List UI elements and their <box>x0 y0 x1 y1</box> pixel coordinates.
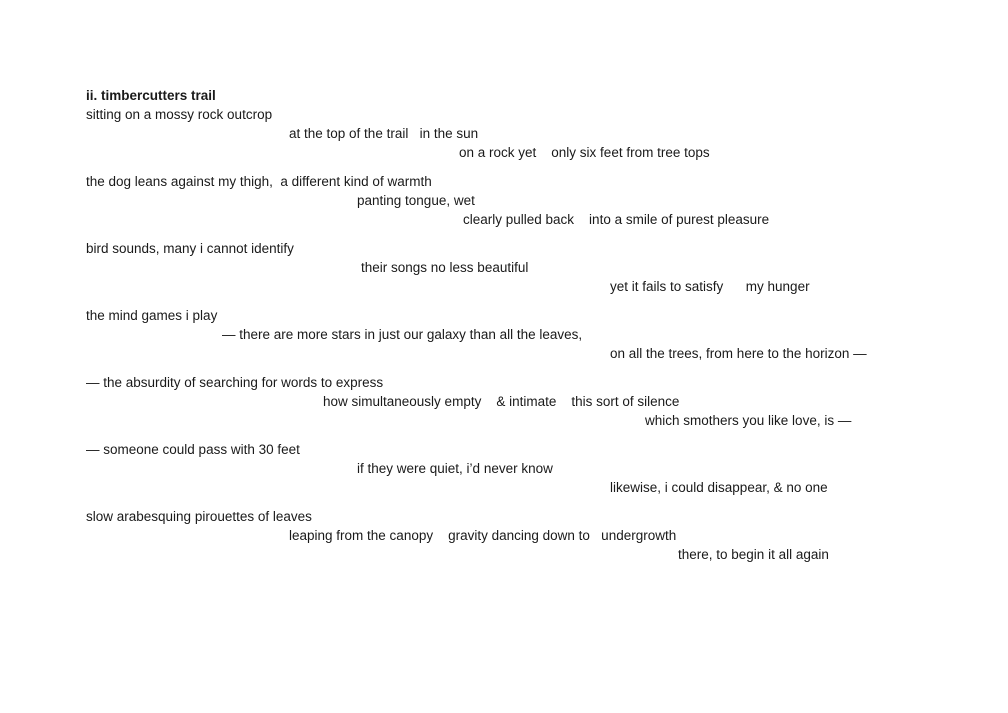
poem-line: if they were quiet, i’d never know <box>357 461 553 476</box>
poem-line: how simultaneously empty & intimate this sort of silence <box>323 394 680 409</box>
poem-line: slow arabesquing pirouettes of leaves <box>86 509 312 524</box>
poem-line: sitting on a mossy rock outcrop <box>86 107 273 122</box>
poem-line: the mind games i play <box>86 308 218 323</box>
poem-line: bird sounds, many i cannot identify <box>86 241 294 256</box>
poem-line: — there are more stars in just our galaxy than all the leaves, <box>222 327 583 342</box>
poem-line: — the absurdity of searching for words to express <box>86 375 384 390</box>
poem-line: leaping from the canopy gravity dancing down to undergrowth <box>289 528 677 543</box>
poem-line: their songs no less beautiful <box>361 260 529 275</box>
poem-line: there, to begin it all again <box>678 547 829 562</box>
poem-line: — someone could pass with 30 feet <box>86 442 300 457</box>
poem-line: on a rock yet only six feet from tree tops <box>459 145 710 160</box>
poem-line: yet it fails to satisfy my hunger <box>610 279 810 294</box>
poem-line: clearly pulled back into a smile of purest pleasure <box>463 212 770 227</box>
poem-line: the dog leans against my thigh, a different kind of warmth <box>86 174 432 189</box>
poem-line: at the top of the trail in the sun <box>289 126 479 141</box>
poem-line: on all the trees, from here to the horizon — <box>610 346 867 361</box>
poem-line: which smothers you like love, is — <box>645 413 852 428</box>
poem-line: likewise, i could disappear, & no one <box>610 480 828 495</box>
poem-title: ii. timbercutters trail <box>86 88 216 103</box>
poem-line: panting tongue, wet <box>357 193 475 208</box>
